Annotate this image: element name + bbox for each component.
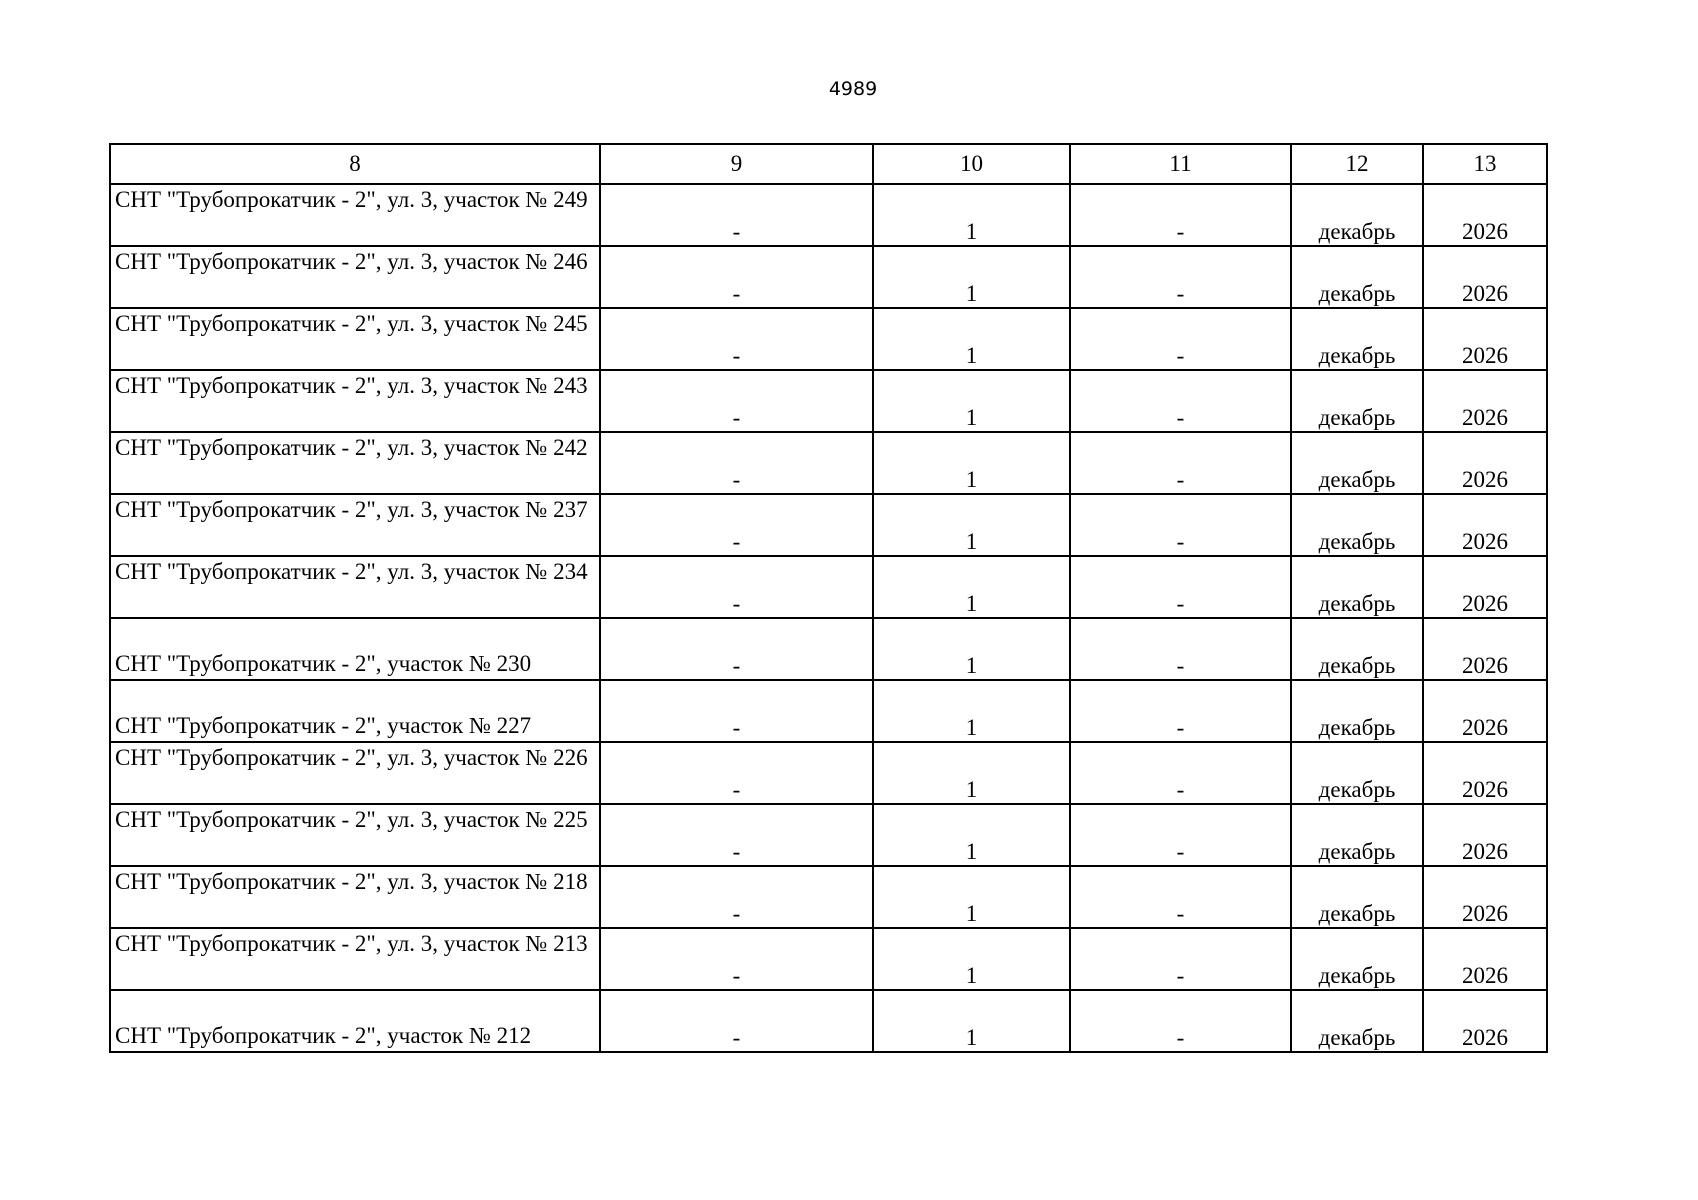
cell-col-10: 1: [873, 618, 1070, 680]
cell-col-10: 1: [873, 308, 1070, 370]
cell-col-13: 2026: [1423, 742, 1547, 804]
cell-col-9: -: [600, 556, 873, 618]
cell-col-12: декабрь: [1291, 990, 1423, 1052]
cell-col-13: 2026: [1423, 928, 1547, 990]
table-row: [110, 742, 1547, 804]
column-header: 12: [1291, 144, 1423, 184]
cell-col-11: -: [1070, 680, 1291, 742]
cell-col-9: -: [600, 184, 873, 246]
address-cell: СНТ "Трубопрокатчик - 2", ул. 3, участок № 237: [110, 494, 600, 556]
cell-col-10: 1: [873, 990, 1070, 1052]
cell-col-12: декабрь: [1291, 618, 1423, 680]
cell-col-13: 2026: [1423, 804, 1547, 866]
address-cell: СНТ "Трубопрокатчик - 2", ул. 3, участок № 243: [110, 370, 600, 432]
address-cell: СНТ "Трубопрокатчик - 2", ул. 3, участок № 218: [110, 866, 600, 928]
cell-col-13: 2026: [1423, 184, 1547, 246]
address-cell: СНТ "Трубопрокатчик - 2", ул. 3, участок № 226: [110, 742, 600, 804]
cell-col-11: -: [1070, 308, 1291, 370]
cell-col-12: декабрь: [1291, 680, 1423, 742]
cell-col-9: -: [600, 680, 873, 742]
cell-col-9: -: [600, 742, 873, 804]
column-header: 11: [1070, 144, 1291, 184]
address-cell: СНТ "Трубопрокатчик - 2", ул. 3, участок № 242: [110, 432, 600, 494]
cell-col-11: -: [1070, 370, 1291, 432]
table-row: [110, 370, 1547, 432]
cell-col-12: декабрь: [1291, 928, 1423, 990]
cell-col-12: декабрь: [1291, 556, 1423, 618]
cell-col-12: декабрь: [1291, 804, 1423, 866]
data-table: [109, 143, 1548, 1053]
cell-col-12: декабрь: [1291, 432, 1423, 494]
address-cell: СНТ "Трубопрокатчик - 2", ул. 3, участок № 246: [110, 246, 600, 308]
cell-col-11: -: [1070, 618, 1291, 680]
cell-col-13: 2026: [1423, 680, 1547, 742]
cell-col-9: -: [600, 928, 873, 990]
column-header: 13: [1423, 144, 1547, 184]
cell-col-9: -: [600, 308, 873, 370]
cell-col-12: декабрь: [1291, 742, 1423, 804]
cell-col-9: -: [600, 494, 873, 556]
cell-col-11: -: [1070, 432, 1291, 494]
cell-col-12: декабрь: [1291, 184, 1423, 246]
cell-col-10: 1: [873, 370, 1070, 432]
cell-col-13: 2026: [1423, 246, 1547, 308]
cell-col-13: 2026: [1423, 308, 1547, 370]
cell-col-10: 1: [873, 556, 1070, 618]
table-row: [110, 184, 1547, 246]
cell-col-10: 1: [873, 184, 1070, 246]
table-header-row: [110, 144, 1547, 184]
cell-col-9: -: [600, 804, 873, 866]
column-header: 10: [873, 144, 1070, 184]
address-cell: СНТ "Трубопрокатчик - 2", ул. 3, участок № 245: [110, 308, 600, 370]
cell-col-13: 2026: [1423, 556, 1547, 618]
cell-col-9: -: [600, 866, 873, 928]
table-row: [110, 866, 1547, 928]
cell-col-13: 2026: [1423, 432, 1547, 494]
cell-col-11: -: [1070, 866, 1291, 928]
table-body: [110, 184, 1547, 1052]
column-header: 8: [110, 144, 600, 184]
table-row: [110, 432, 1547, 494]
table-row: [110, 804, 1547, 866]
cell-col-13: 2026: [1423, 494, 1547, 556]
cell-col-10: 1: [873, 246, 1070, 308]
cell-col-11: -: [1070, 246, 1291, 308]
cell-col-13: 2026: [1423, 990, 1547, 1052]
table-row: [110, 680, 1547, 742]
cell-col-9: -: [600, 990, 873, 1052]
cell-col-10: 1: [873, 866, 1070, 928]
cell-col-12: декабрь: [1291, 370, 1423, 432]
address-cell: СНТ "Трубопрокатчик - 2", ул. 3, участок № 225: [110, 804, 600, 866]
cell-col-10: 1: [873, 494, 1070, 556]
cell-col-9: -: [600, 432, 873, 494]
address-cell: СНТ "Трубопрокатчик - 2", ул. 3, участок № 249: [110, 184, 600, 246]
cell-col-10: 1: [873, 804, 1070, 866]
table-row: [110, 556, 1547, 618]
cell-col-11: -: [1070, 184, 1291, 246]
cell-col-10: 1: [873, 742, 1070, 804]
cell-col-12: декабрь: [1291, 494, 1423, 556]
address-cell: СНТ "Трубопрокатчик - 2", ул. 3, участок № 234: [110, 556, 600, 618]
cell-col-10: 1: [873, 432, 1070, 494]
address-cell: СНТ "Трубопрокатчик - 2", участок № 227: [110, 680, 600, 742]
table-row: [110, 494, 1547, 556]
cell-col-12: декабрь: [1291, 308, 1423, 370]
table-row: [110, 990, 1547, 1052]
cell-col-11: -: [1070, 990, 1291, 1052]
address-cell: СНТ "Трубопрокатчик - 2", участок № 230: [110, 618, 600, 680]
table-row: [110, 308, 1547, 370]
table-row: [110, 246, 1547, 308]
cell-col-10: 1: [873, 680, 1070, 742]
table-row: [110, 928, 1547, 990]
cell-col-10: 1: [873, 928, 1070, 990]
cell-col-12: декабрь: [1291, 866, 1423, 928]
cell-col-12: декабрь: [1291, 246, 1423, 308]
cell-col-11: -: [1070, 928, 1291, 990]
address-cell: СНТ "Трубопрокатчик - 2", участок № 212: [110, 990, 600, 1052]
table-row: [110, 618, 1547, 680]
cell-col-13: 2026: [1423, 618, 1547, 680]
cell-col-9: -: [600, 246, 873, 308]
cell-col-13: 2026: [1423, 866, 1547, 928]
column-header: 9: [600, 144, 873, 184]
cell-col-9: -: [600, 370, 873, 432]
address-cell: СНТ "Трубопрокатчик - 2", ул. 3, участок № 213: [110, 928, 600, 990]
cell-col-9: -: [600, 618, 873, 680]
cell-col-11: -: [1070, 556, 1291, 618]
cell-col-11: -: [1070, 742, 1291, 804]
cell-col-13: 2026: [1423, 370, 1547, 432]
page-number: 4989: [828, 78, 878, 100]
cell-col-11: -: [1070, 804, 1291, 866]
cell-col-11: -: [1070, 494, 1291, 556]
